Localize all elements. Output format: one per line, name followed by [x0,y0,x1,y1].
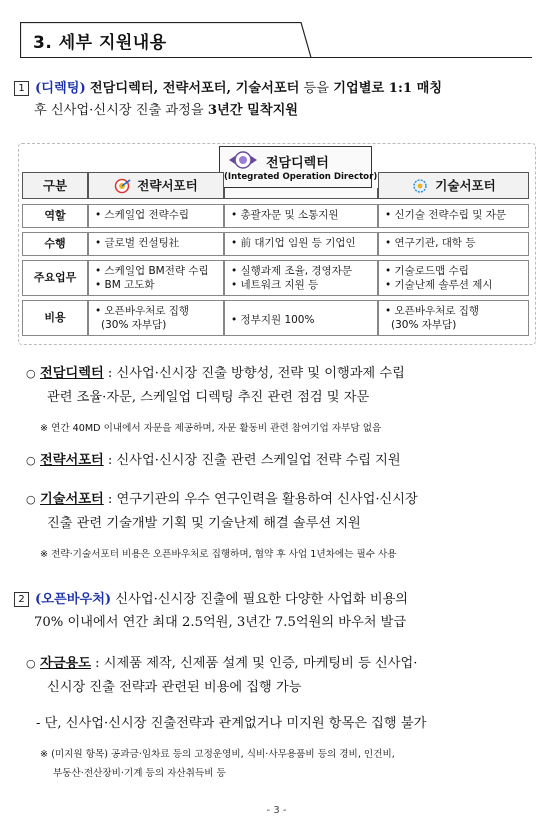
cell-perform-director [224,232,378,256]
col-header-label-text: 구분 [42,177,68,193]
item2-text: 신사업·신시장 진출에 필요한 다양한 사업화 비용의 [111,592,409,607]
cell-cost-tech [378,300,529,336]
item1-bold-a: 전담디렉터, 전략서포터, 기술서포터 [89,81,300,96]
cell-duties-strategy [88,260,224,296]
bullet-text: : 연구기관의 우수 연구인력을 활용하여 신사업·신시장 [103,492,418,507]
circle-bullet-icon: ○ [26,367,36,380]
page-number: - 3 - [266,805,287,816]
col-header-tech [378,172,529,199]
director-subtitle: (Integrated Operation Director) [224,172,378,182]
bullet-term: 전략서포터 [40,453,104,468]
cell-line: • 스케일업 전략수립 [95,209,190,221]
bullet-director-cont [47,387,369,409]
col-header-strategy-text: 전략서포터 [137,177,198,193]
tech-gear-icon [411,178,429,194]
note-unsupported-l1: ※ (미지원 항목) 공과금·임차료 등의 고정운영비, 식비·사무용품비 등의 경비, 인건비, [40,749,395,760]
dash-exception [36,713,426,735]
note-supporters: ※ 전략·기술서포터 비용은 오픈바우처로 집행하며, 협약 후 사업 1년차에는 필수 사용 [40,549,397,560]
note-director: ※ 연간 40MD 이내에서 자문을 제공하며, 자문 활동비 관련 참여기업 자부담 없음 [40,423,382,434]
cell-line: • 스케일업 BM전략 수립 [95,265,209,277]
section-header [20,22,310,56]
cell-line: • 총괄자문 및 소통지원 [231,209,339,221]
director-title: 전담디렉터 [266,156,329,171]
item1-bold-b: 기업별로 1:1 매칭 [333,81,443,96]
bullet-text: 진출 관련 기술개발 기획 및 기술난제 해결 솔루션 지원 [47,516,361,531]
cell-cost-strategy [88,300,224,336]
director-emblem-icon [226,150,260,170]
cell-line: • 기술로드맵 수립 [385,265,469,277]
section-title: 3. 세부 지원내용 [33,33,167,53]
section-divider [20,57,532,58]
bullet-text: 관련 조율·자문, 스케일업 디렉팅 추진 관련 점검 및 자문 [47,390,370,405]
cell-role-director [224,204,378,228]
cell-line: • 기술난제 솔루션 제시 [385,279,493,291]
col-header-label [22,172,88,199]
cell-line: • 글로벌 컨설팅社 [95,237,180,249]
bullet-fund-usage-cont [47,677,301,699]
bullet-term: 기술서포터 [40,492,104,507]
bullet-term: 자금용도 [40,656,91,671]
col-header-strategy [88,172,224,199]
col-header-tech-text: 기술서포터 [435,177,496,193]
cell-line: • 연구기관, 대학 등 [385,237,476,249]
row-label-role [22,204,88,228]
cell-line: • 오픈바우처로 집행 [95,305,190,317]
cell-line: • 오픈바우처로 집행 [385,305,480,317]
circle-bullet-icon: ○ [26,454,36,467]
cell-line: • BM 고도화 [95,279,155,291]
bullet-tech-cont [47,513,361,535]
cell-line: • 前 대기업 임원 등 기업인 [231,237,356,249]
item2-number: 2 [14,592,29,607]
cell-line: • 신기술 전략수립 및 자문 [385,209,506,221]
bullet-term: 전담디렉터 [40,366,104,381]
cell-role-tech [378,204,529,228]
bullet-fund-usage [26,653,417,675]
row-label-text: 수행 [44,237,66,250]
row-label-text: 역할 [44,209,66,222]
col-header-director-base [224,188,378,199]
item1-mid: 등을 [299,81,334,96]
cell-line: (30% 자부담) [391,319,457,331]
item1-number: 1 [14,81,29,96]
director-header [219,146,378,188]
item1-line2 [34,101,298,121]
cell-duties-director [224,260,378,296]
cell-line: • 실행과제 조율, 경영자문 [231,265,352,277]
cell-line: • 네트워크 지원 등 [231,279,319,291]
item2-line2 [34,613,406,633]
cell-role-strategy [88,204,224,228]
item1-line2-bold: 3년간 밀착지원 [207,103,299,118]
row-label-text: 비용 [44,311,66,324]
circle-bullet-icon: ○ [26,493,36,506]
row-label-text: 주요업무 [33,271,77,284]
item2-label: (오픈바우처) [35,592,112,607]
bullet-text: : 신사업·신시장 진출 관련 스케일업 전략 수립 지원 [103,453,401,468]
cell-perform-strategy [88,232,224,256]
row-label-perform [22,232,88,256]
bullet-text: : 신사업·신시장 진출 방향성, 전략 및 이행과제 수립 [103,366,405,381]
item1-label: (디렉팅) [35,81,86,96]
bullet-text: 신시장 진출 전략과 관련된 비용에 집행 가능 [47,680,302,695]
bullet-text: : 시제품 제작, 신제품 설계 및 인증, 마케팅비 등 신사업· [90,656,418,671]
bullet-director [26,363,405,385]
cell-cost-director [224,300,378,336]
note-unsupported-l2: 부동산·전산장비·기계 등의 자산취득비 등 [53,768,226,779]
item2-text: 70% 이내에서 연간 최대 2.5억원, 3년간 7.5억원의 바우처 발급 [34,615,407,630]
cell-line: (30% 자부담) [101,319,167,331]
cell-duties-tech [378,260,529,296]
row-label-cost [22,300,88,336]
cell-line: • 정부지원 100% [231,313,315,326]
bullet-tech [26,489,418,511]
row-label-duties [22,260,88,296]
cell-perform-tech [378,232,529,256]
strategy-target-icon [114,178,132,194]
circle-bullet-icon: ○ [26,657,36,670]
item1-line2-pre: 후 신사업·신시장 진출 과정을 [34,103,208,118]
item2-line1 [14,590,544,610]
dash-text: - 단, 신사업·신시장 진출전략과 관계없거나 미지원 항목은 집행 불가 [36,716,427,731]
bullet-strategy [26,450,401,472]
item1-line1 [14,79,544,99]
